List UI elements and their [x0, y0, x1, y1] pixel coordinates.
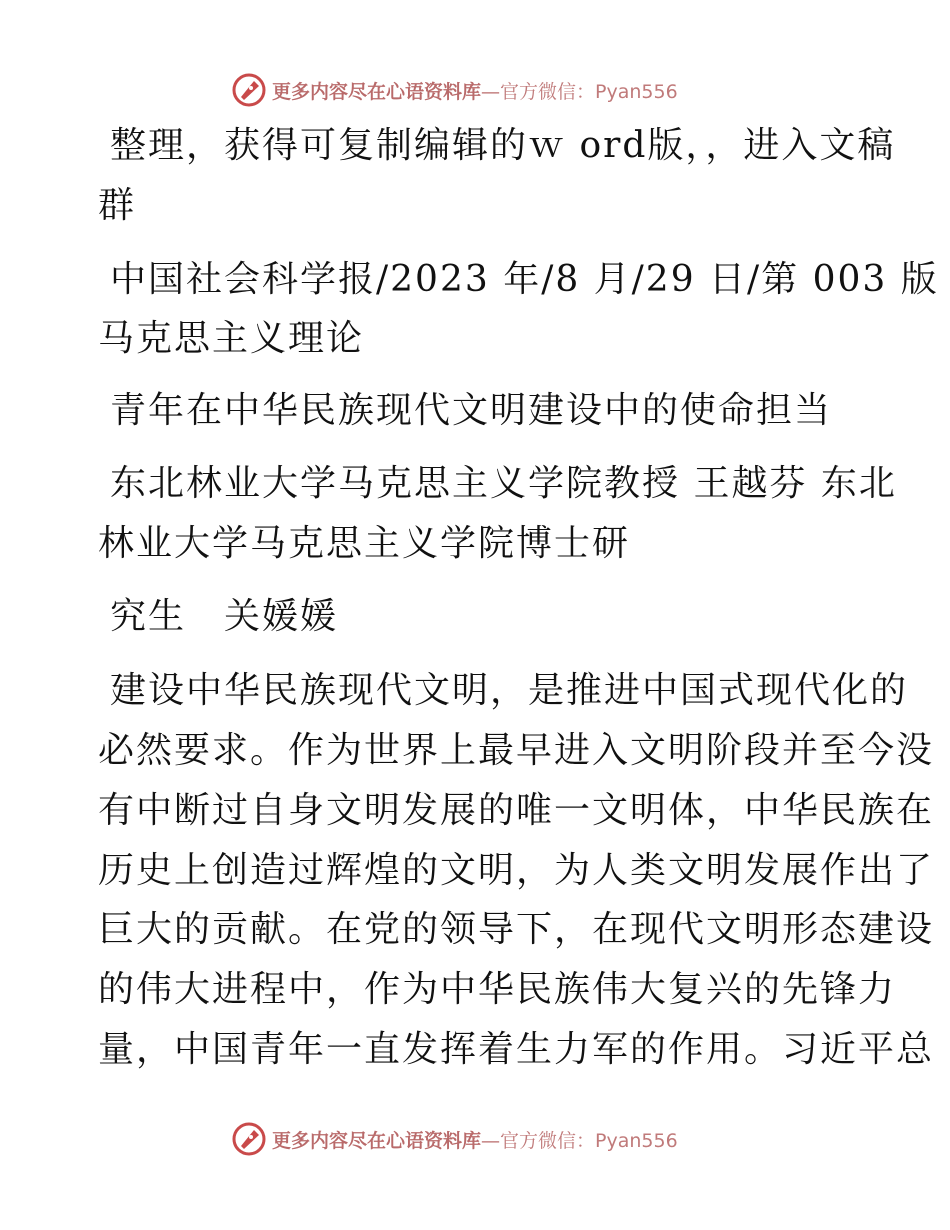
text-line: 整理，获得可复制编辑的ｗ ord版，，进入文稿 — [110, 125, 896, 166]
text-line: 群 — [98, 185, 137, 226]
watermark-dash: — — [481, 1129, 501, 1152]
watermark-suffix-text: 官方微信： — [500, 80, 596, 103]
text-line: 中国社会科学报/2023 年/8 月/29 日/第 003 版 — [110, 259, 939, 300]
paragraph-line: 建设中华民族现代文明，是推进中国式现代化的 — [110, 670, 909, 711]
text-line: 马克思主义理论 — [98, 318, 365, 359]
paragraph-line: 历史上创造过辉煌的文明，为人类文明发展作出了 — [98, 850, 935, 891]
watermark-dash: — — [481, 80, 501, 103]
pen-nib-logo-icon — [232, 73, 266, 107]
watermark-main-text: 更多内容尽在心语资料库 — [272, 80, 482, 103]
watermark-header — [232, 70, 678, 110]
author-line: 东北林业大学马克思主义学院教授 王越芬 东北 — [110, 463, 897, 504]
paragraph-line: 必然要求。作为世界上最早进入文明阶段并至今没 — [98, 730, 935, 771]
watermark-main-text: 更多内容尽在心语资料库 — [272, 1129, 482, 1152]
watermark-footer — [232, 1119, 678, 1159]
watermark-suffix-text: 官方微信： — [500, 1129, 596, 1152]
watermark-wechat-id: Pyan556 — [595, 80, 678, 103]
article-title: 青年在中华民族现代文明建设中的使命担当 — [110, 390, 833, 431]
author-line: 林业大学马克思主义学院博士研 — [98, 523, 631, 564]
paragraph-line: 有中断过自身文明发展的唯一文明体，中华民族在 — [98, 790, 935, 831]
paragraph-line: 巨大的贡献。在党的领导下，在现代文明形态建设 — [98, 909, 935, 950]
watermark-wechat-id: Pyan556 — [595, 1129, 678, 1152]
pen-nib-logo-icon — [232, 1122, 266, 1156]
paragraph-line: 量，中国青年一直发挥着生力军的作用。习近平总 — [98, 1029, 935, 1070]
author-line: 究生 关媛媛 — [110, 596, 339, 637]
paragraph-line: 的伟大进程中，作为中华民族伟大复兴的先锋力 — [98, 969, 897, 1010]
